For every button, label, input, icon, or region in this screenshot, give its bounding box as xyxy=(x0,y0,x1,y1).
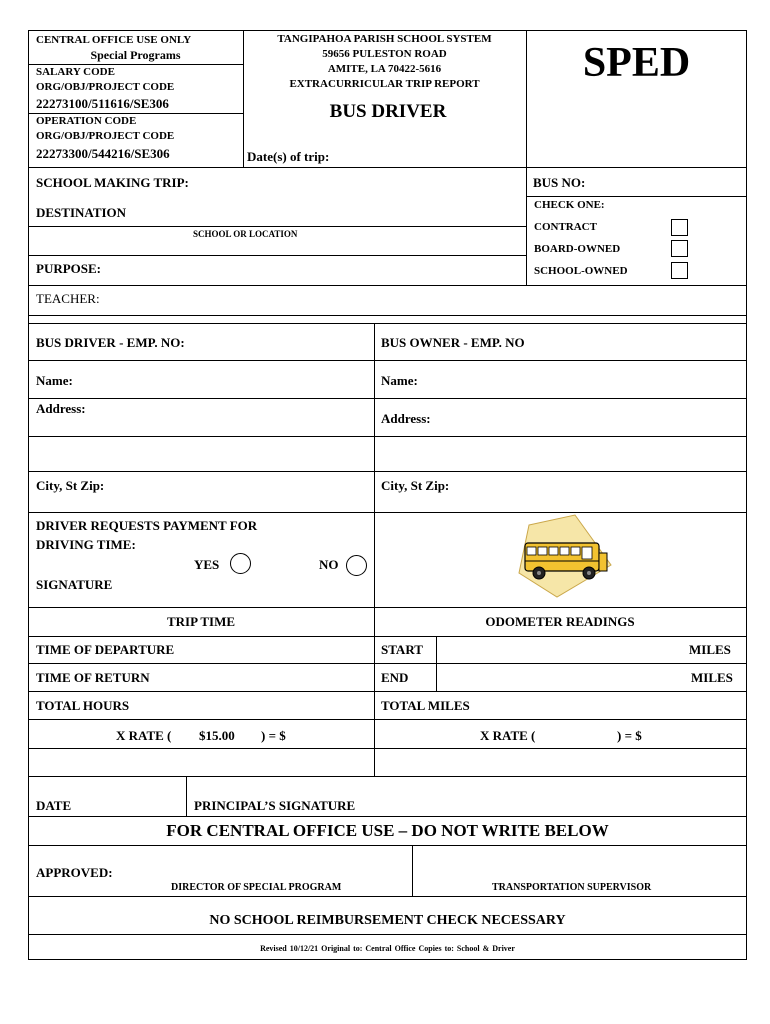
revision-footer: Revised 10/12/21 Original to: Central Office Copies to: School & Driver xyxy=(260,944,515,953)
total-hours-field[interactable] xyxy=(150,694,370,716)
miles-rate-field[interactable] xyxy=(550,724,616,744)
driver-emp-label: BUS DRIVER - EMP. NO: xyxy=(36,335,185,350)
operation-code-sublabel: ORG/OBJ/PROJECT CODE xyxy=(36,130,175,142)
end-miles-label: MILES xyxy=(691,670,733,685)
departure-field[interactable] xyxy=(200,639,370,661)
driver-address-label: Address: xyxy=(36,401,86,416)
date-field[interactable] xyxy=(30,778,184,796)
report-title: EXTRACURRICULAR TRIP REPORT xyxy=(289,78,480,90)
address-line-1: 59656 PULESTON ROAD xyxy=(322,48,447,60)
payment-request-line2: DRIVING TIME: xyxy=(36,537,136,552)
owner-address-field[interactable] xyxy=(444,401,742,467)
contract-checkbox[interactable] xyxy=(671,219,688,236)
school-bus-icon xyxy=(515,513,615,603)
bus-no-field[interactable] xyxy=(598,170,743,194)
odometer-start-label: START xyxy=(381,642,423,657)
payment-request-line1: DRIVER REQUESTS PAYMENT FOR xyxy=(36,518,258,533)
trip-time-header: TRIP TIME xyxy=(166,614,236,629)
no-label: NO xyxy=(319,557,339,572)
board-owned-checkbox[interactable] xyxy=(671,240,688,257)
transport-supervisor-label: TRANSPORTATION SUPERVISOR xyxy=(492,882,652,893)
odometer-end-label: END xyxy=(381,670,409,685)
yes-label: YES xyxy=(194,557,220,572)
school-making-trip-field[interactable] xyxy=(210,170,522,194)
hours-rate-value: $15.00 xyxy=(199,728,235,743)
owner-emp-field[interactable] xyxy=(552,328,742,356)
teacher-label: TEACHER: xyxy=(36,291,100,306)
hours-rate-prefix: X RATE ( xyxy=(116,728,172,743)
approved-label: APPROVED: xyxy=(36,865,113,880)
school-or-location-label: SCHOOL OR LOCATION xyxy=(193,229,298,239)
driver-emp-field[interactable] xyxy=(215,328,370,356)
ownership-school-label: SCHOOL-OWNED xyxy=(534,265,628,277)
hours-rate-suffix: ) = $ xyxy=(261,728,286,743)
director-approval-field[interactable] xyxy=(130,848,408,876)
return-field[interactable] xyxy=(175,666,370,688)
operation-code-value: 22273300/544216/SE306 xyxy=(36,146,170,161)
destination-field[interactable] xyxy=(140,199,522,224)
owner-emp-label: BUS OWNER - EMP. NO xyxy=(381,335,525,350)
school-making-trip-label: SCHOOL MAKING TRIP: xyxy=(36,175,189,190)
central-office-notice: FOR CENTRAL OFFICE USE – DO NOT WRITE BELOW xyxy=(166,821,609,840)
salary-code-sublabel: ORG/OBJ/PROJECT CODE xyxy=(36,81,175,93)
org-name: TANGIPAHOA PARISH SCHOOL SYSTEM xyxy=(277,33,492,45)
owner-address-label: Address: xyxy=(381,411,431,426)
signature-label: SIGNATURE xyxy=(36,577,113,592)
ownership-contract-label: CONTRACT xyxy=(534,221,597,233)
purpose-label: PURPOSE: xyxy=(36,261,101,276)
sped-badge: SPED xyxy=(582,40,691,86)
owner-city-field[interactable] xyxy=(466,474,742,508)
operation-code-label: OPERATION CODE xyxy=(36,115,137,127)
purpose-field[interactable] xyxy=(112,257,522,283)
principal-signature-field[interactable] xyxy=(190,778,744,796)
total-miles-field[interactable] xyxy=(490,694,742,716)
date-label: DATE xyxy=(36,798,72,813)
destination-location-field[interactable] xyxy=(32,238,522,254)
driver-address-field[interactable] xyxy=(100,401,370,467)
school-owned-checkbox[interactable] xyxy=(671,262,688,279)
driver-signature-field[interactable] xyxy=(130,580,370,604)
driver-city-field[interactable] xyxy=(120,474,370,508)
odometer-start-field[interactable] xyxy=(440,639,680,661)
principal-signature-label: PRINCIPAL’S SIGNATURE xyxy=(194,798,356,813)
start-miles-label: MILES xyxy=(689,642,731,657)
yes-radio[interactable] xyxy=(230,553,251,574)
owner-name-label: Name: xyxy=(381,373,418,388)
teacher-field[interactable] xyxy=(110,287,742,313)
director-label: DIRECTOR OF SPECIAL PROGRAM xyxy=(171,882,342,893)
hours-total-amount-field[interactable] xyxy=(30,750,372,774)
destination-label: DESTINATION xyxy=(36,205,127,220)
form-title: BUS DRIVER xyxy=(329,101,447,122)
total-hours-label: TOTAL HOURS xyxy=(36,698,130,713)
total-miles-label: TOTAL MILES xyxy=(381,698,470,713)
ownership-board-label: BOARD-OWNED xyxy=(534,243,621,255)
address-line-2: AMITE, LA 70422-5616 xyxy=(327,63,442,75)
miles-rate-prefix: X RATE ( xyxy=(480,728,536,743)
dates-of-trip-label: Date(s) of trip: xyxy=(247,149,330,164)
owner-name-field[interactable] xyxy=(428,365,742,393)
owner-city-label: City, St Zip: xyxy=(381,478,450,493)
program-name: Special Programs xyxy=(90,48,181,62)
miles-rate-suffix: ) = $ xyxy=(617,728,642,743)
salary-code-value: 22273100/511616/SE306 xyxy=(36,96,169,111)
bus-no-label: BUS NO: xyxy=(533,175,586,190)
transport-approval-field[interactable] xyxy=(416,848,742,876)
driver-name-field[interactable] xyxy=(82,365,370,393)
dates-of-trip-field[interactable] xyxy=(338,146,523,164)
odometer-end-field[interactable] xyxy=(440,666,680,688)
central-office-use-label: CENTRAL OFFICE USE ONLY xyxy=(36,34,192,46)
return-label: TIME OF RETURN xyxy=(36,670,150,685)
odometer-header: ODOMETER READINGS xyxy=(485,614,635,629)
driver-city-label: City, St Zip: xyxy=(36,478,105,493)
check-one-label: CHECK ONE: xyxy=(534,199,605,211)
miles-total-amount-field[interactable] xyxy=(376,750,744,774)
driver-name-label: Name: xyxy=(36,373,73,388)
salary-code-label: SALARY CODE xyxy=(36,66,115,78)
departure-label: TIME OF DEPARTURE xyxy=(36,642,175,657)
reimbursement-notice: NO SCHOOL REIMBURSEMENT CHECK NECESSARY xyxy=(209,913,566,928)
no-radio[interactable] xyxy=(346,555,367,576)
